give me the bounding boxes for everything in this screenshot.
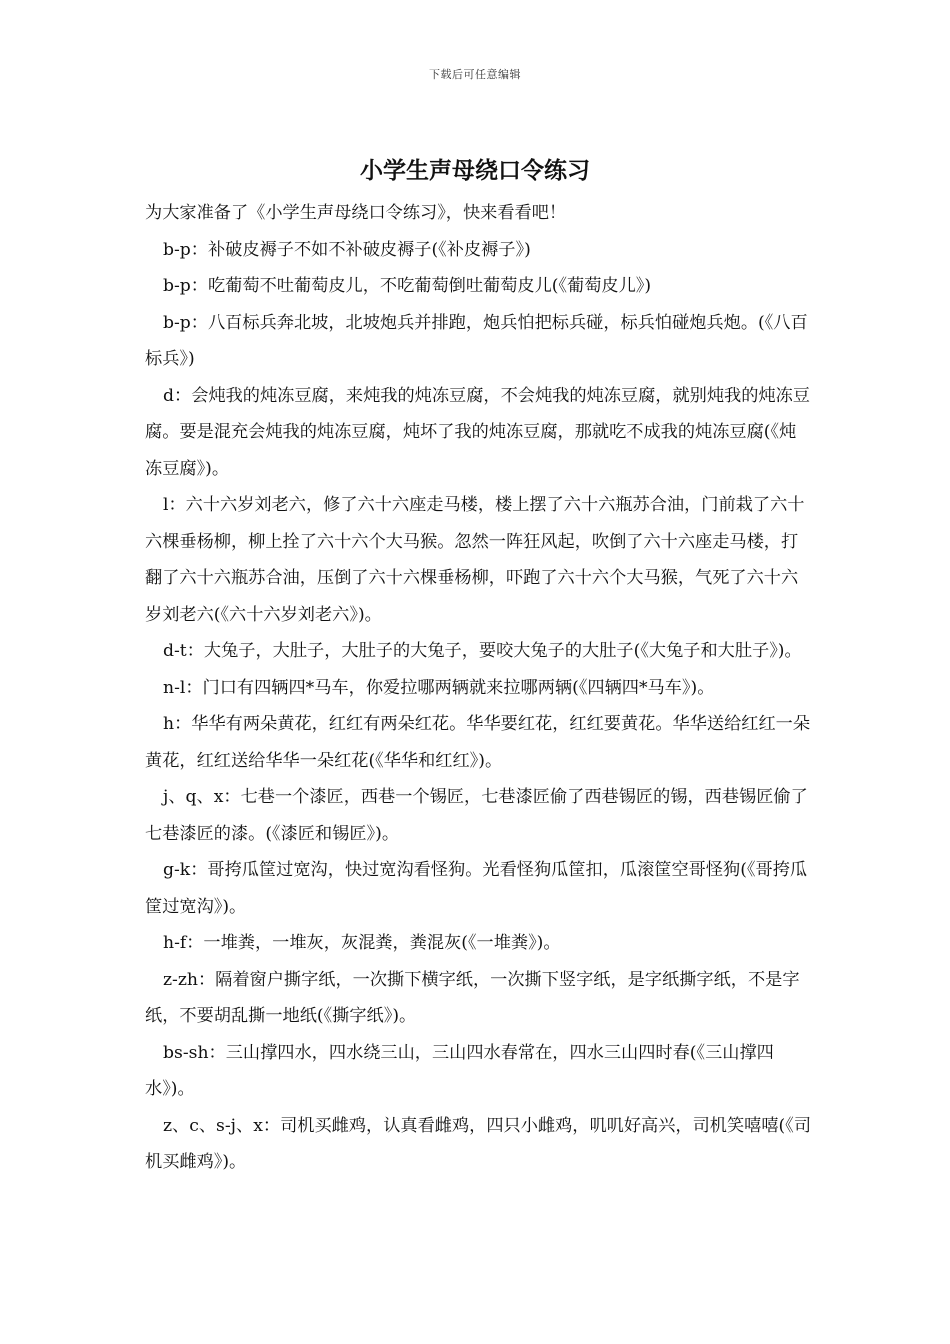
- tongue-twister-paragraph: j、q、x：七巷一个漆匠，西巷一个锡匠，七巷漆匠偷了西巷锡匠的锡，西巷锡匠偷了七巷漆匠的漆。(《漆匠和锡匠》)。: [145, 787, 808, 844]
- tongue-twister-paragraph: d：会炖我的炖冻豆腐，来炖我的炖冻豆腐，不会炖我的炖冻豆腐，就别炖我的炖冻豆腐。要是混充会炖我的炖冻豆腐，炖坏了我的炖冻豆腐，那就吃不成我的炖冻豆腐(《炖冻豆腐》)。: [145, 385, 810, 479]
- tongue-twister-paragraph: b-p：吃葡萄不吐葡萄皮儿，不吃葡萄倒吐葡萄皮儿(《葡萄皮儿》): [163, 276, 652, 296]
- tongue-twister-paragraph: d-t：大兔子，大肚子，大肚子的大兔子，要咬大兔子的大肚子(《大兔子和大肚子》)。: [163, 641, 802, 661]
- tongue-twister-paragraph: g-k：哥挎瓜筐过宽沟，快过宽沟看怪狗。光看怪狗瓜筐扣，瓜滚筐空哥怪狗(《哥挎瓜筐过宽沟》)。: [145, 860, 808, 917]
- tongue-twister-paragraph: z、c、s-j、x：司机买雌鸡，认真看雌鸡，四只小雌鸡，叽叽好高兴，司机笑嘻嘻(《司机买雌鸡》)。: [145, 1115, 812, 1172]
- document-body: [145, 195, 813, 1181]
- page-title: 小学生声母绕口令练习: [360, 157, 590, 184]
- tongue-twister-paragraph: z-zh：隔着窗户撕字纸，一次撕下横字纸，一次撕下竖字纸，是字纸撕字纸，不是字纸，不要胡乱撕一地纸(《撕字纸》)。: [145, 969, 800, 1026]
- tongue-twister-paragraph: b-p：补破皮褥子不如不补破皮褥子(《补皮褥子》): [163, 239, 531, 260]
- tongue-twister-paragraph: bs-sh：三山撑四水，四水绕三山，三山四水春常在，四水三山四时春(《三山撑四水》)。: [145, 1042, 774, 1099]
- tongue-twister-paragraph: h-f：一堆粪，一堆灰，灰混粪，粪混灰(《一堆粪》)。: [163, 933, 561, 953]
- tongue-twister-paragraph: l：六十六岁刘老六，修了六十六座走马楼，楼上摆了六十六瓶苏合油，门前栽了六十六棵垂杨柳，柳上拴了六十六个大马猴。忽然一阵狂风起，吹倒了六十六座走马楼，打翻了六十六瓶苏合油，压倒了六十六棵垂杨柳，吓跑了六十六个大马猴，气死了六十六岁刘老六(《六十六岁刘老六》)。: [145, 495, 805, 625]
- tongue-twister-paragraph: b-p：八百标兵奔北坡，北坡炮兵并排跑，炮兵怕把标兵碰，标兵怕碰炮兵炮。(《八百标兵》): [145, 312, 808, 369]
- tongue-twister-paragraph: n-l：门口有四辆四*马车，你爱拉哪两辆就来拉哪两辆(《四辆四*马车》)。: [163, 677, 715, 698]
- intro-paragraph: 为大家准备了《小学生声母绕口令练习》，快来看看吧！: [145, 203, 567, 223]
- header-note: 下载后可任意编辑: [429, 68, 521, 81]
- tongue-twister-paragraph: h：华华有两朵黄花，红红有两朵红花。华华要红花，红红要黄花。华华送给红红一朵黄花，红红送给华华一朵红花(《华华和红红》)。: [145, 714, 811, 771]
